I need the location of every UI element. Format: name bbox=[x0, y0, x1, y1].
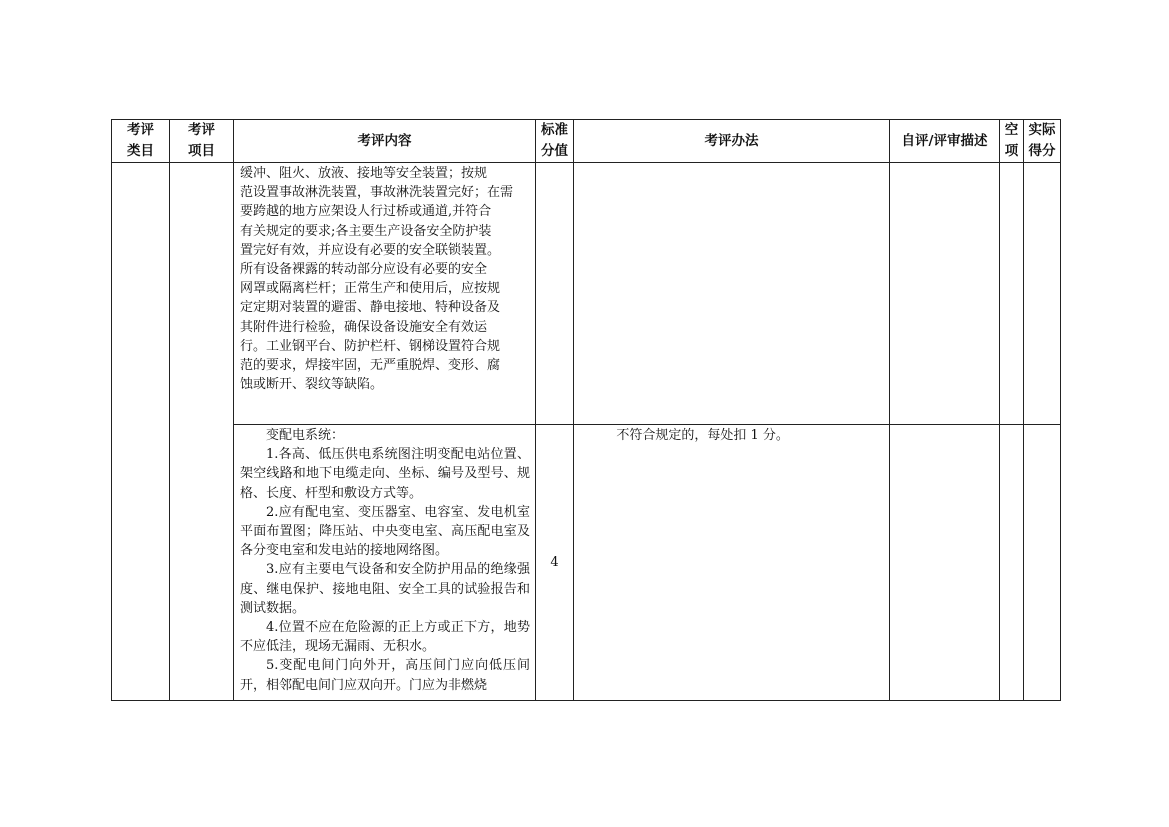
content-paragraph: 变配电系统： bbox=[266, 428, 345, 443]
header-content: 考评内容 bbox=[234, 120, 536, 163]
content-line: 范的要求，焊接牢固，无严重脱焊、变形、腐 bbox=[240, 358, 501, 374]
content-paragraph: 3.应有主要电气设备和安全防护用品的绝缘强度、继电保护、接地电阻、安全工具的试验报告和测试数据。 bbox=[240, 562, 530, 616]
actual-score-cell[interactable] bbox=[1024, 163, 1061, 425]
table-row bbox=[112, 163, 1061, 425]
empty-cell[interactable] bbox=[1000, 163, 1024, 425]
content-cell bbox=[234, 163, 536, 425]
content-line: 行。工业钢平台、防护栏杆、钢梯设置符合规 bbox=[240, 338, 501, 354]
header-category: 考评 类目 bbox=[112, 120, 170, 163]
header-score: 标准 分值 bbox=[536, 120, 574, 163]
content-line: 其附件进行检验，确保设备设施安全有效运 bbox=[240, 319, 488, 335]
self-eval-cell[interactable] bbox=[890, 163, 1000, 425]
header-self-eval: 自评/评审描述 bbox=[890, 120, 1000, 163]
method-cell bbox=[574, 163, 890, 425]
content-line: 有关规定的要求;各主要生产设备安全防护装 bbox=[240, 223, 492, 239]
content-line: 范设置事故淋洗装置，事故淋洗装置完好；在需 bbox=[240, 185, 514, 201]
content-paragraph: 4.位置不应在危险源的正上方或正下方，地势不应低洼，现场无漏雨、无积水。 bbox=[240, 620, 530, 655]
content-line: 蚀或断开、裂纹等缺陷。 bbox=[240, 377, 384, 393]
actual-score-cell[interactable] bbox=[1024, 425, 1061, 701]
table-row bbox=[112, 425, 1061, 701]
content-paragraph: 2.应有配电室、变压器室、电容室、发电机室平面布置图；降压站、中央变电室、高压配电室及各分变电室和发电站的接地网络图。 bbox=[240, 504, 530, 559]
header-actual: 实际 得分 bbox=[1024, 120, 1061, 163]
header-empty: 空 项 bbox=[1000, 120, 1024, 163]
content-paragraph: 5.变配电间门向外开，高压间门应向低压间开，相邻配电间门应双向开。门应为非燃烧 bbox=[240, 658, 530, 693]
evaluation-table bbox=[111, 119, 1061, 701]
empty-cell[interactable] bbox=[1000, 425, 1024, 701]
content-line: 缓冲、阻火、放液、接地等安全装置；按规 bbox=[240, 166, 488, 181]
score-cell bbox=[536, 163, 574, 425]
content-line: 要跨越的地方应架设人行过桥或通道,并符合 bbox=[240, 204, 492, 220]
content-cell bbox=[234, 425, 536, 701]
content-paragraph: 1.各高、低压供电系统图注明变配电站位置、架空线路和地下电缆走向、坐标、编号及型号、规格、长度、杆型和敷设方式等。 bbox=[240, 447, 530, 501]
content-line: 所有设备裸露的转动部分应设有必要的安全 bbox=[240, 262, 488, 278]
method-cell bbox=[574, 425, 890, 701]
header-method: 考评办法 bbox=[574, 120, 890, 163]
score-cell: 4 bbox=[536, 425, 574, 701]
header-item: 考评 项目 bbox=[170, 120, 234, 163]
category-cell bbox=[112, 163, 170, 701]
self-eval-cell[interactable] bbox=[890, 425, 1000, 701]
method-text: 不符合规定的，每处扣 1 分。 bbox=[616, 428, 789, 443]
item-cell bbox=[170, 163, 234, 701]
content-line: 网罩或隔离栏杆；正常生产和使用后，应按规 bbox=[240, 281, 501, 297]
content-line: 置完好有效，并应设有必要的安全联锁装置。 bbox=[240, 242, 501, 258]
content-line: 定定期对装置的避雷、静电接地、特种设备及 bbox=[240, 300, 501, 316]
header-row bbox=[112, 120, 1061, 163]
